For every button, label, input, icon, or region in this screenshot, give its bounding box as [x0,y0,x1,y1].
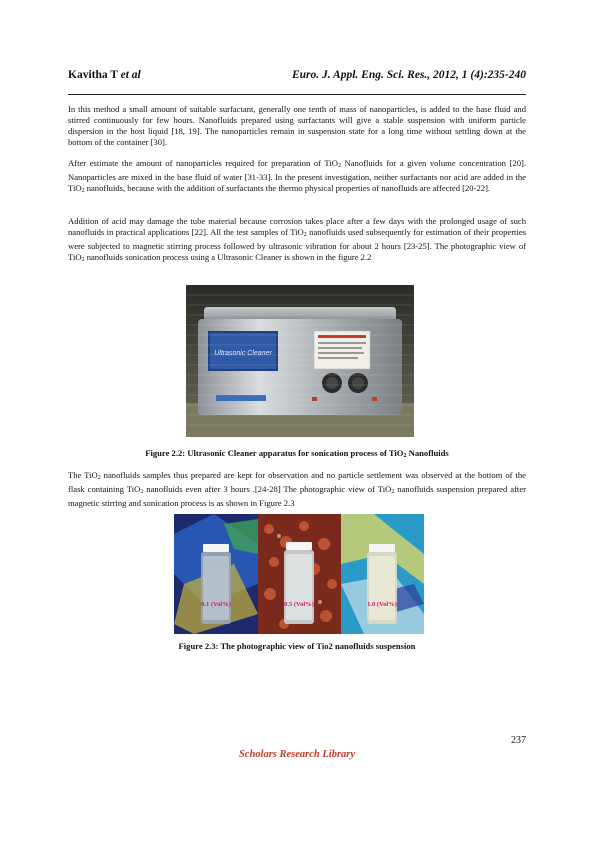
vial-1-label: 0.1 (Vol%) [201,601,231,608]
nanofluid-vials-illustration [174,514,424,634]
vial-2 [284,542,314,624]
vial-2-label: 0.5 (Vol%) [284,601,314,608]
vial-1 [201,544,231,624]
header-journal: Euro. J. Appl. Eng. Sci. Res., 2012, 1 (4):235-240 [291,69,526,81]
header-author-suffix: et al [120,69,141,81]
paragraph-nanoparticle-estimate: After estimate the amount of nanoparticles required for preparation of TiO$_2$ Nanofluids for a given volume concentration [20]. Nanoparticles are mixed in the base fluid of water [31-33]. In the present investigation, neither surfactants nor acid are added in the TiO$_2$ nanofluids, because with the addition of surfactants the thermo physical properties of nanofluids are affected [20-22]. [68,158,527,194]
vial-3 [367,544,397,624]
header-rule [68,94,526,95]
footer-publisher: Scholars Research Library [238,749,356,760]
header-author: Kavitha T et al [68,69,141,81]
running-header [68,69,526,85]
figure-2-2-caption: Figure 2.2: Ultrasonic Cleaner apparatus for sonication process of TiO$_2$ Nanofluids [145,448,449,459]
paragraph-surfactant-method: In this method a small amount of suitable surfactant, generally one tenth of mass of nanoparticles, is added to the base fluid and stirred continuously for few hours. Nanofluids prepared using surfactants will give a stable suspension with uniform particle dispersion in the host liquid [18, 19]. The nanoparticles remain in suspension state for a long time without settling down at the bottom of the container [30]. [68,104,526,147]
vial-3-label: 1.0 (Vol%) [367,601,397,608]
figure-2-3-caption: Figure 2.3: The photographic view of Tio2 nanofluids suspension [178,641,416,651]
ultrasonic-cleaner-photo [186,285,414,437]
paragraph-acid-sonication: Addition of acid may damage the tube material because corrosion takes place after a few days with the prolonged usage of such nanofluids in practical applications [22]. All the test samples of TiO$_2$ nanofluids used subsequently for estimation of their properties were subjected to magnetic stirring process followed by ultrasonic vibration for about 2 hours [23-25]. The photographic view of TiO$_2$ nanofluids sonication process using a Ultrasonic Cleaner is shown in the figure 2.2 [68,216,526,263]
ultrasonic-cleaner-illustration [186,285,414,437]
page-number: 237 [511,735,526,746]
device-label: Ultrasonic Cleaner [214,350,272,357]
paragraph-suspension-observation: The TiO$_2$ nanofluids samples thus prepared are kept for observation and no particle settlement was observed at the bottom of the flask containing TiO$_2$ nanofluids even after 3 hours .[24-28] The photographic view of TiO$_2$ nanofluids suspension prepared after magnetic stirring and sonication process is as shown in Figure 2.3 [68,470,526,508]
nanofluid-vials-photo [174,514,424,634]
